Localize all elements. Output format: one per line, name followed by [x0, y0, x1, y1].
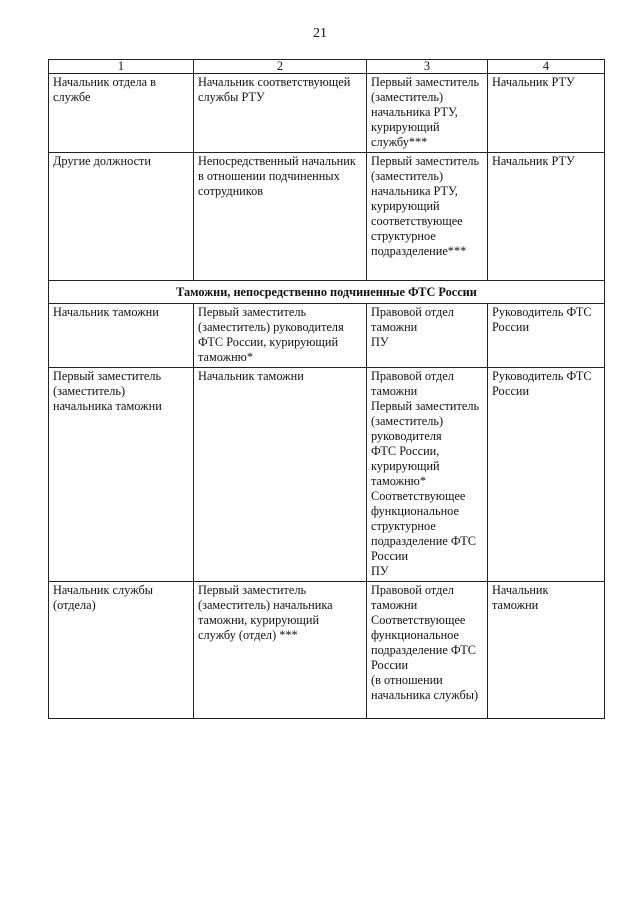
table-cell: Другие должности	[49, 153, 194, 281]
table-row	[49, 368, 605, 582]
table-cell: Руководитель ФТС России	[488, 304, 605, 368]
table-row	[49, 153, 605, 281]
table-cell: Начальник таможни	[194, 368, 367, 582]
header-row	[49, 60, 605, 74]
table-cell: Первый заместитель (заместитель) руководителя ФТС России, курирующий таможню*	[194, 304, 367, 368]
column-header: 3	[367, 60, 488, 74]
table-cell: Начальник РТУ	[488, 153, 605, 281]
table-cell: Первый заместитель (заместитель) начальника РТУ, курирующий службу***	[367, 74, 488, 153]
table-cell: Начальник службы (отдела)	[49, 582, 194, 719]
table-cell: Начальник соответствующей службы РТУ	[194, 74, 367, 153]
column-header: 4	[488, 60, 605, 74]
table-row	[49, 582, 605, 719]
table-row	[49, 304, 605, 368]
section-header-row	[49, 281, 605, 304]
page-number: 21	[313, 26, 327, 41]
table-cell: Правовой отдел таможни ПУ	[367, 304, 488, 368]
column-header: 1	[49, 60, 194, 74]
table-cell: Непосредственный начальник в отношении подчиненных сотрудников	[194, 153, 367, 281]
table-cell: Первый заместитель (заместитель) начальника таможни	[49, 368, 194, 582]
table-cell: Начальник РТУ	[488, 74, 605, 153]
table-cell: Первый заместитель (заместитель) начальника таможни, курирующий службу (отдел) ***	[194, 582, 367, 719]
table-row	[49, 74, 605, 153]
table-cell: Начальник таможни	[49, 304, 194, 368]
section-title: Таможни, непосредственно подчиненные ФТС России	[49, 281, 605, 304]
table-cell: Начальник отдела в службе	[49, 74, 194, 153]
table-cell: Начальник таможни	[488, 582, 605, 719]
column-header: 2	[194, 60, 367, 74]
approval-table	[48, 59, 605, 719]
table-cell: Правовой отдел таможни Первый заместитель (заместитель) руководителя ФТС России, курирующий таможню* Соответствующее функциональное структурное подразделение ФТС России ПУ	[367, 368, 488, 582]
table-cell: Первый заместитель (заместитель) начальника РТУ, курирующий соответствующее структурное подразделение***	[367, 153, 488, 281]
table-cell: Руководитель ФТС России	[488, 368, 605, 582]
table-cell: Правовой отдел таможни Соответствующее функциональное подразделение ФТС России (в отношении начальника службы)	[367, 582, 488, 719]
